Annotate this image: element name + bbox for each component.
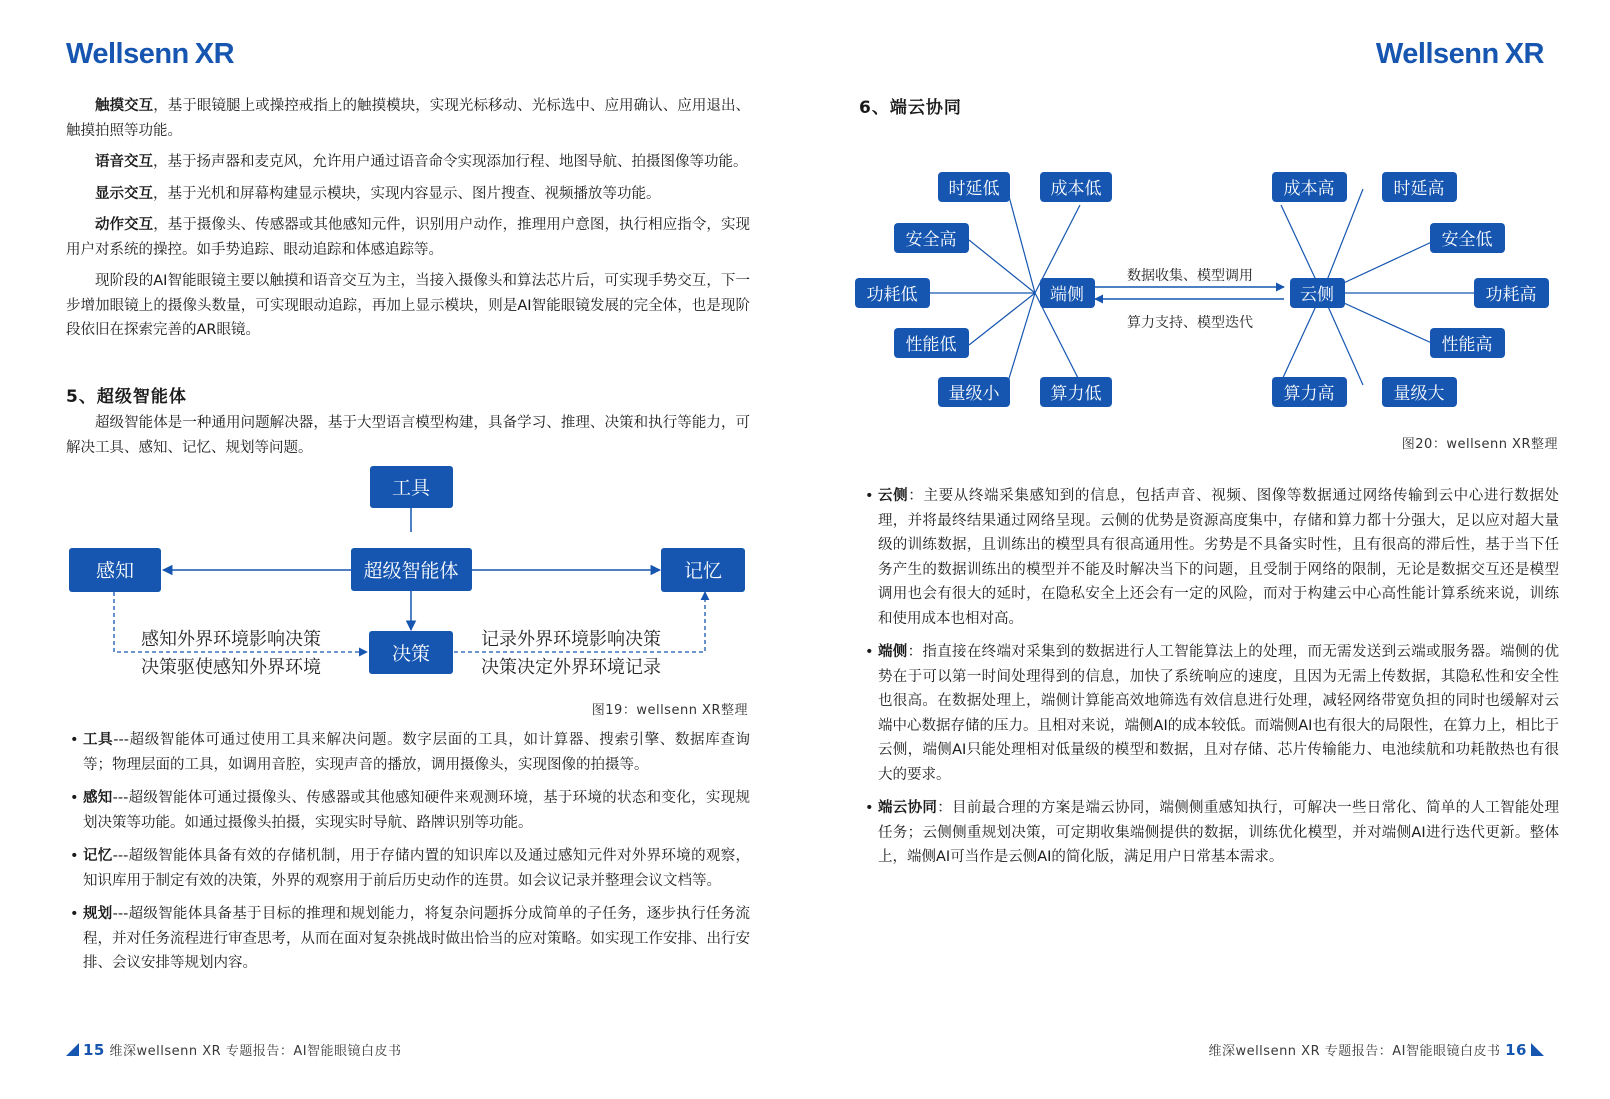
footer-triangle-icon	[66, 1043, 79, 1056]
right-page	[805, 0, 1610, 1099]
left-loop-label-2: 决策驱使感知外界环境	[141, 657, 321, 678]
page-number: 16	[1505, 1041, 1527, 1059]
cloud-attr-latency-label: 时延高	[1393, 179, 1445, 199]
cloud-attr-scale-label: 量级大	[1393, 384, 1445, 404]
box-decision-label: 决策	[391, 643, 431, 665]
footer-right	[1208, 1040, 1544, 1059]
box-tools-label: 工具	[391, 477, 431, 499]
page-number: 15	[83, 1041, 105, 1059]
box-perception-label: 感知	[95, 560, 135, 582]
brand-logo: Wellsenn XR	[1375, 38, 1544, 70]
left-loop-label-1: 感知外界环境影响决策	[141, 629, 321, 650]
arrow-bottom-label: 算力支持、模型迭代	[1127, 315, 1253, 331]
paragraph-summary: 现阶段的AI智能眼镜主要以触摸和语音交互为主，当接入摄像头和算法芯片后，可实现手势交互，下一步增加眼镜上的摄像头数量，可实现眼动追踪，再加上显示模块，则是AI智能眼镜发展的完全体，也是现阶段依旧在探索完善的AR眼镜。	[66, 273, 750, 338]
figure-20-caption: 图20：wellsenn XR整理	[1401, 437, 1558, 452]
cloud-attr-power-label: 功耗高	[1485, 285, 1537, 305]
device-attr-latency-label: 时延低	[948, 179, 1000, 199]
bullet-cloud: • 云侧：主要从终端采集感知到的信息，包括声音、视频、图像等数据通过网络传输到云中心进行数据处理，并将最终结果通过网络呈现。云侧的优势是资源高度集中，存储和算力都十分强大，足以应对超大量级的训练数据，且训练出的模型具有很高通用性。劣势是不具备实时性，且有很高的滞后性，基于当下任务产生的数据训练出的模型并不能及时解决当下的问题，且受制于网络的限制，无论是数据交互还是模型调用也会有很大的延时，在隐私安全上还会有一定的风险，而对于构建云中心高性能计算系统来说，训练和使用成本也相对高。	[865, 484, 1559, 631]
edge-cloud-bullets	[865, 484, 1559, 879]
section-heading-6: 6、端云协同	[859, 98, 962, 118]
arrow-top-label: 数据收集、模型调用	[1127, 268, 1253, 284]
footer-text: 维深wellsenn XR 专题报告：AI智能眼镜白皮书	[109, 1044, 402, 1059]
brand-logo: Wellsenn XR	[66, 38, 235, 70]
bullet-planning: • 规划---超级智能体具备基于目标的推理和规划能力，将复杂问题拆分成简单的子任务，逐步执行任务流程，并对任务流程进行审查思考，从而在面对复杂挑战时做出恰当的应对策略。如实现工作安排、出行安排、会议安排等规划内容。	[70, 902, 750, 976]
device-attr-compute-label: 算力低	[1050, 384, 1102, 404]
bullet-collab: • 端云协同：目前最合理的方案是端云协同，端侧侧重感知执行，可解决一些日常化、简单的人工智能处理任务；云侧侧重规划决策，可定期收集端侧提供的数据，训练优化模型，并对端侧AI进行迭代更新。整体上，端侧AI可当作是云侧AI的简化版，满足用户日常基本需求。	[865, 796, 1559, 870]
paragraph-motion: 动作交互，基于摄像头、传感器或其他感知元件，识别用户动作，推理用户意图，执行相应指令，实现用户对系统的操控。如手势追踪、眼动追踪和体感追踪等。	[66, 217, 751, 258]
node-cloud-label: 云侧	[1300, 285, 1334, 305]
paragraph-voice: 语音交互，基于扬声器和麦克风，允许用户通过语音命令实现添加行程、地图导航、拍摄图像等功能。	[95, 154, 748, 170]
right-loop-label-2: 决策决定外界环境记录	[481, 657, 661, 678]
section-heading-5: 5、超级智能体	[66, 387, 187, 407]
device-attr-scale-label: 量级小	[948, 384, 1000, 404]
agent-bullets	[70, 728, 750, 985]
section-intro	[66, 411, 750, 467]
bullet-tools: • 工具---超级智能体可通过使用工具来解决问题。数字层面的工具，如计算器、搜索引擎、数据库查询等；物理层面的工具，如调用音腔，实现声音的播放，调用摄像头，实现图像的拍摄等。	[70, 728, 750, 777]
device-attr-power-label: 功耗低	[866, 285, 918, 305]
right-loop-label-1: 记录外界环境影响决策	[481, 629, 661, 650]
figure-19-caption: 图19：wellsenn XR整理	[591, 703, 748, 718]
bullet-device: • 端侧：指直接在终端对采集到的数据进行人工智能算法上的处理，而无需发送到云端或服务器。端侧的优势在于可以第一时间处理得到的信息，加快了系统响应的速度，且因为无需上传数据，其隐私性和安全性也很高。在数据处理上，端侧计算能高效地筛选有效信息进行处理，减轻网络带宽负担的同时也缓解对云端中心数据存储的压力。且相对来说，端侧AI的成本较低。而端侧AI也有很大的局限性，在算力上，相比于云侧，端侧AI只能处理相对低量级的模型和数据，且对存储、芯片传输能力、电池续航和功耗散热也有很大的要求。	[865, 640, 1559, 787]
footer-triangle-icon	[1531, 1043, 1544, 1056]
box-super-agent-label: 超级智能体	[363, 560, 459, 582]
cloud-attr-cost-label: 成本高	[1283, 179, 1335, 199]
node-device-label: 端侧	[1050, 285, 1084, 305]
section-intro-text: 超级智能体是一种通用问题解决器，基于大型语言模型构建，具备学习、推理、决策和执行等能力，可解决工具、感知、记忆、规划等问题。	[66, 415, 750, 456]
paragraph-touch: 触摸交互，基于眼镜腿上或操控戒指上的触摸模块，实现光标移动、光标选中、应用确认、应用退出、触摸拍照等功能。	[66, 98, 751, 139]
footer-text: 维深wellsenn XR 专题报告：AI智能眼镜白皮书	[1208, 1044, 1501, 1059]
bullet-perception: • 感知---超级智能体可通过摄像头、传感器或其他感知硬件来观测环境，基于环境的状态和变化，实现规划决策等功能。如通过摄像头拍摄，实现实时导航、路牌识别等功能。	[70, 786, 750, 835]
interaction-paragraphs	[66, 94, 750, 350]
device-attr-security-label: 安全高	[905, 230, 957, 250]
box-memory-label: 记忆	[683, 560, 723, 582]
cloud-attr-security-label: 安全低	[1441, 230, 1493, 250]
bullet-memory: • 记忆---超级智能体具备有效的存储机制，用于存储内置的知识库以及通过感知元件对外界环境的观察，知识库用于制定有效的决策，外界的观察用于前后历史动作的连贯。如会议记录并整理会议文档等。	[70, 844, 750, 893]
super-agent-diagram	[0, 462, 805, 687]
device-attr-cost-label: 成本低	[1050, 179, 1102, 199]
footer-left	[66, 1040, 402, 1059]
device-cloud-diagram	[805, 160, 1610, 430]
paragraph-display: 显示交互，基于光机和屏幕构建显示模块，实现内容显示、图片搜查、视频播放等功能。	[95, 185, 661, 202]
device-attr-performance-label: 性能低	[905, 335, 957, 355]
cloud-attr-compute-label: 算力高	[1283, 384, 1335, 404]
cloud-attr-performance-label: 性能高	[1441, 335, 1493, 355]
